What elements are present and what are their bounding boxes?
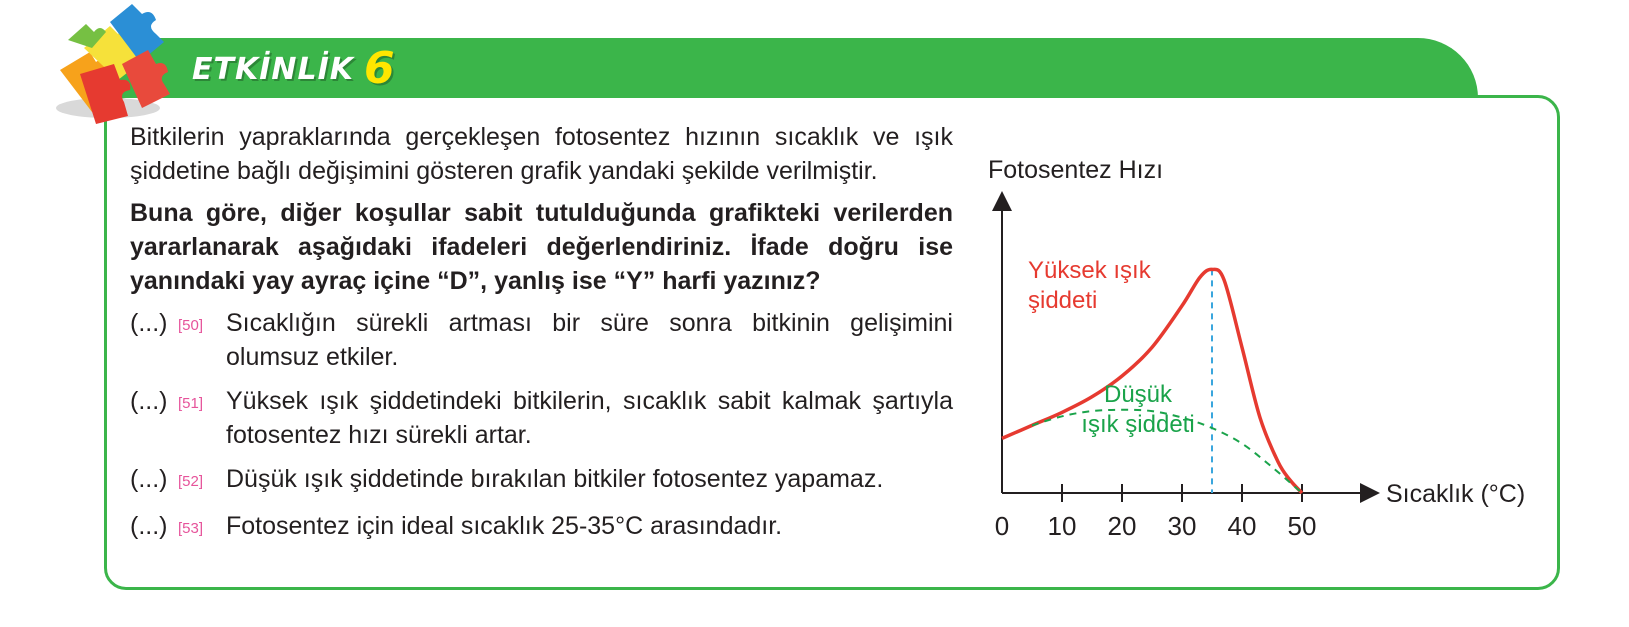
x-tick-label: 40 bbox=[1227, 511, 1257, 541]
x-tick-label: 30 bbox=[1167, 511, 1197, 541]
x-tick-label: 50 bbox=[1287, 511, 1317, 541]
item-number: [53] bbox=[178, 520, 204, 537]
statement-text: Sıcaklığın sürekli artması bir süre sonra bitkinin gelişimini olumsuz etkiler. bbox=[226, 309, 953, 371]
high-light-label bbox=[1028, 257, 1152, 314]
series-label-line: şiddeti bbox=[1028, 287, 1098, 314]
x-tick-label: 0 bbox=[994, 511, 1010, 541]
answer-blank[interactable]: (...) bbox=[130, 309, 168, 337]
answer-blank[interactable]: (...) bbox=[130, 387, 168, 415]
activity-number: 6 bbox=[364, 43, 396, 94]
item-number: [50] bbox=[178, 317, 204, 334]
x-tick-label: 20 bbox=[1107, 511, 1137, 541]
statement-text: Fotosentez için ideal sıcaklık 25-35°C arasındadır. bbox=[226, 512, 783, 540]
x-axis-label: Sıcaklık (°C) bbox=[1386, 480, 1526, 508]
x-tick-label: 10 bbox=[1047, 511, 1077, 541]
question-paragraph: Buna göre, diğer koşullar sabit tutulduğunda grafikteki verilerden yararlanarak aşağıdaki ifadeleri değerlendiriniz. İfade doğru ise yanındaki yay ayraç içine “D”, yanlış ise “Y” harfi yazınız? bbox=[130, 199, 953, 295]
activity-title-text: ETKİNLİK bbox=[192, 51, 354, 87]
series-label-line: Düşük bbox=[1103, 381, 1173, 408]
y-axis-label: Fotosentez Hızı bbox=[988, 156, 1164, 184]
statement-list bbox=[130, 306, 953, 546]
intro-paragraph: Bitkilerin yapraklarında gerçekleşen fotosentez hızının sıcaklık ve ışık şiddetine bağlı değişimini gösteren grafik yandaki şekilde verilmiştir. bbox=[130, 123, 953, 185]
statement-item bbox=[130, 462, 953, 499]
photosynthesis-chart bbox=[980, 150, 1555, 550]
item-number: [52] bbox=[178, 473, 204, 490]
statement-text: Yüksek ışık şiddetindeki bitkilerin, sıcaklık sabit kalmak şartıyla fotosentez hızı sürekli artar. bbox=[226, 387, 953, 449]
statement-text: Düşük ışık şiddetinde bırakılan bitkiler fotosentez yapamaz. bbox=[226, 465, 884, 493]
item-number: [51] bbox=[178, 395, 204, 412]
statement-item bbox=[130, 306, 953, 374]
statement-item bbox=[130, 509, 953, 546]
series-label-line: Yüksek ışık bbox=[1028, 257, 1151, 284]
statement-item bbox=[130, 384, 953, 452]
answer-blank[interactable]: (...) bbox=[130, 512, 168, 540]
answer-blank[interactable]: (...) bbox=[130, 465, 168, 493]
text-column bbox=[130, 120, 953, 556]
series-label-line: ışık şiddeti bbox=[1081, 411, 1195, 438]
series-labels bbox=[1028, 257, 1195, 438]
activity-title bbox=[192, 44, 396, 94]
puzzle-pieces-icon bbox=[40, 0, 170, 125]
